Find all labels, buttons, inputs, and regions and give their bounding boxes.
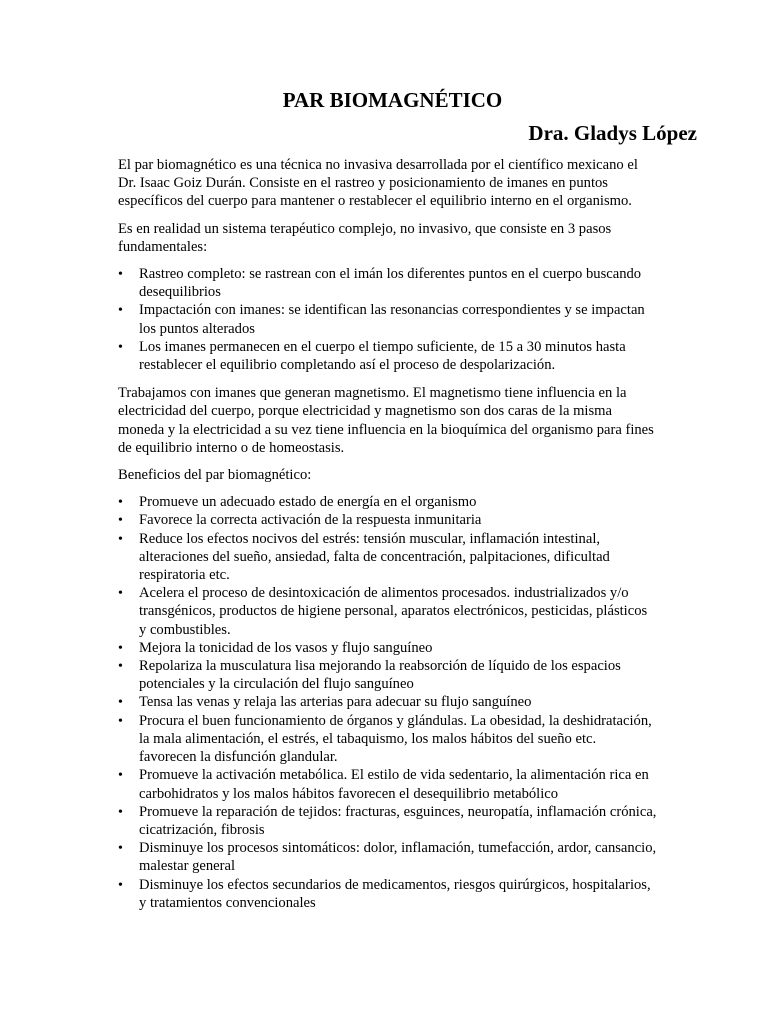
bullet-icon: [118, 839, 139, 858]
document-author: Dra. Gladys López: [528, 121, 697, 145]
list-item: • Favorece la correcta activación de la respuesta inmunitaria: [118, 511, 657, 529]
benefits-heading: Beneficios del par biomagnético:: [118, 467, 312, 484]
bullet-icon: [118, 511, 139, 530]
bullet-icon: [118, 766, 139, 785]
intro-paragraph: El par biomagnético es una técnica no invasiva desarrollada por el científico mexicano el Dr. Isaac Goiz Durán. Consiste en el rastreo y posicionamiento de imanes en puntos específicos del cuerpo para mantener o restablecer el equilibrio interno en el organismo.: [118, 157, 638, 210]
list-item: • Disminuye los efectos secundarios de medicamentos, riesgos quirúrgicos, hospitalarios, y tratamientos convencionales: [118, 876, 657, 912]
list-item: • Impactación con imanes: se identifican las resonancias correspondientes y se impactan los puntos alterados: [118, 301, 657, 337]
bullet-icon: [118, 657, 139, 676]
bullet-icon: [118, 693, 139, 712]
bullet-icon: [118, 639, 139, 658]
list-item: • Acelera el proceso de desintoxicación de alimentos procesados. industrializados y/o transgénicos, productos de higiene personal, aparatos electrónicos, pesticidas, plásticos y combustibles.: [118, 584, 657, 639]
list-item: • Repolariza la musculatura lisa mejorando la reabsorción de líquido de los espacios potenciales y la circulación del flujo sanguíneo: [118, 657, 657, 693]
bullet-icon: [118, 265, 139, 284]
list-item: • Disminuye los procesos sintomáticos: dolor, inflamación, tumefacción, ardor, cansancio, malestar general: [118, 839, 657, 875]
magnetism-paragraph: Trabajamos con imanes que generan magnetismo. El magnetismo tiene influencia en la electricidad del cuerpo, porque electricidad y magnetismo son dos caras de la misma moneda y la electricidad a su vez tiene influencia en la bioquímica del organismo para fines de equilibrio interno o de homeostasis.: [118, 385, 654, 456]
list-item: • Promueve la activación metabólica. El estilo de vida sedentario, la alimentación rica en carbohidratos y los malos hábitos favorecen el desequilibrio metabólico: [118, 766, 657, 802]
bullet-icon: [118, 493, 139, 512]
bullet-icon: [118, 338, 139, 357]
list-item: • Tensa las venas y relaja las arterias para adecuar su flujo sanguíneo: [118, 693, 657, 711]
list-item: • Mejora la tonicidad de los vasos y flujo sanguíneo: [118, 639, 657, 657]
bullet-icon: [118, 584, 139, 603]
list-item: • Reduce los efectos nocivos del estrés: tensión muscular, inflamación intestinal, alteraciones del sueño, ansiedad, falta de concentración, palpitaciones, dificultad respiratoria etc.: [118, 530, 657, 585]
bullet-icon: [118, 876, 139, 895]
bullet-icon: [118, 301, 139, 320]
list-item: • Los imanes permanecen en el cuerpo el tiempo suficiente, de 15 a 30 minutos hasta restablecer el equilibrio completando así el proceso de despolarización.: [118, 338, 657, 374]
steps-list: [118, 265, 657, 374]
list-item: • Procura el buen funcionamiento de órganos y glándulas. La obesidad, la deshidratación, la mala alimentación, el estrés, el tabaquismo, los malos hábitos del sueño etc. favorecen la disfunción glandular.: [118, 712, 657, 767]
system-paragraph: Es en realidad un sistema terapéutico complejo, no invasivo, que consiste en 3 pasos fundamentales:: [118, 220, 612, 255]
bullet-icon: [118, 712, 139, 731]
bullet-icon: [118, 530, 139, 549]
list-item: • Promueve un adecuado estado de energía en el organismo: [118, 493, 657, 511]
bullet-icon: [118, 803, 139, 822]
list-item: • Promueve la reparación de tejidos: fracturas, esguinces, neuropatía, inflamación crónica, cicatrización, fibrosis: [118, 803, 657, 839]
list-item: • Rastreo completo: se rastrean con el imán los diferentes puntos en el cuerpo buscando desequilibrios: [118, 265, 657, 301]
document-title: PAR BIOMAGNÉTICO: [282, 88, 503, 112]
benefits-list: [118, 493, 657, 912]
